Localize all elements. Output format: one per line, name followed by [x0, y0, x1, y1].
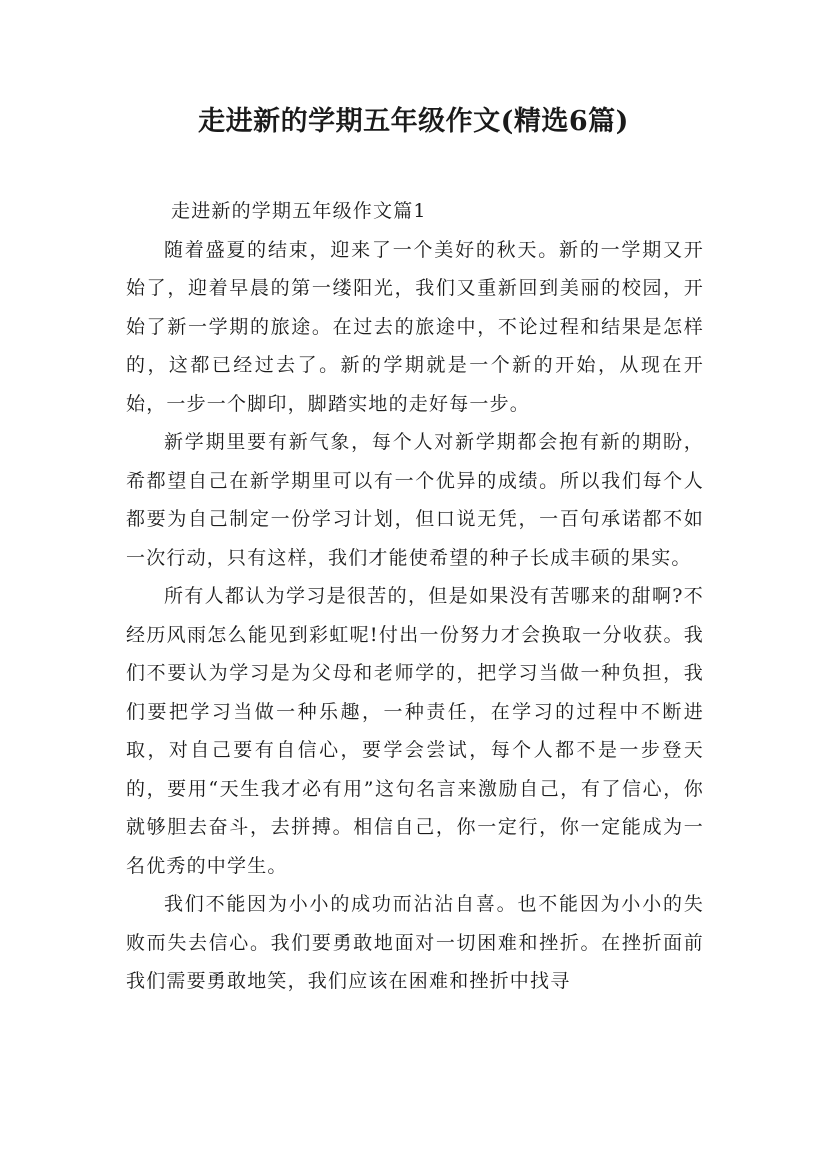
paragraph-1: 随着盛夏的结束，迎来了一个美好的秋天。新的一学期又开始了，迎着早晨的第一缕阳光，我们又重新回到美丽的校园，开始了新一学期的旅途。在过去的旅途中，不论过程和结果是怎样的，这都已经过去了。新的学期就是一个新的开始，从现在开始，一步一个脚印，脚踏实地的走好每一步。 [126, 238, 704, 415]
paragraph-3: 所有人都认为学习是很苦的，但是如果没有苦哪来的甜啊?不经历风雨怎么能见到彩虹呢!付出一份努力才会换取一分收获。我们不要认为学习是为父母和老师学的，把学习当做一种负担，我们要把学习当做一种乐趣，一种责任，在学习的过程中不断进取，对自己要有自信心，要学会尝试，每个人都不是一步登天的，要用“天生我才必有用”这句名言来激励自己，有了信心，你就够胆去奋斗，去拼搏。相信自己，你一定行，你一定能成为一名优秀的中学生。 [126, 585, 704, 877]
paragraph-4: 我们不能因为小小的成功而沾沾自喜。也不能因为小小的失败而失去信心。我们要勇敢地面对一切困难和挫折。在挫折面前我们需要勇敢地笑，我们应该在困难和挫折中找寻 [126, 893, 704, 992]
document-title: 走进新的学期五年级作文(精选6篇) [198, 106, 629, 137]
paragraph-2: 新学期里要有新气象，每个人对新学期都会抱有新的期盼，希都望自己在新学期里可以有一个优异的成绩。所以我们每个人都要为自己制定一份学习计划，但口说无凭，一百句承诺都不如一次行动，只有这样，我们才能使希望的种子长成丰硕的果实。 [126, 431, 704, 569]
document-body [126, 192, 704, 1001]
section-heading: 走进新的学期五年级作文篇1 [171, 200, 427, 222]
